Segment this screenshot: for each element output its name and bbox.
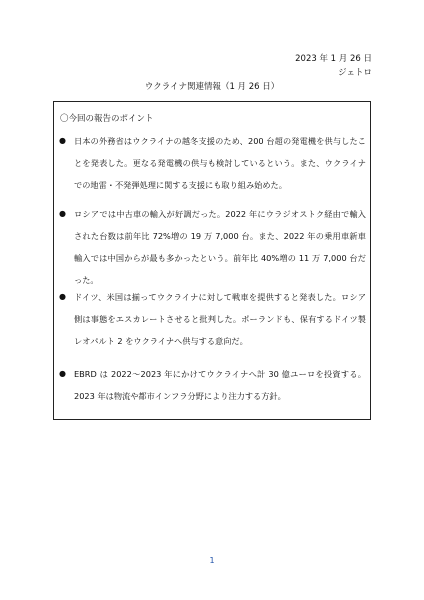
list-item-text: 日本の外務省はウクライナの越冬支援のため、200 台超の発電機を供与したことを発表した。更なる発電機の供与も検討しているという。また、ウクライナでの地雷・不発弾処理に関する支援にも取り組み始めた。 bbox=[74, 136, 366, 190]
document-title: ウクライナ関連情報（1 月 26 日） bbox=[144, 82, 280, 92]
bullet-icon: ● bbox=[59, 292, 66, 301]
list-item-text: ドイツ、米国は揃ってウクライナに対して戦車を提供すると発表した。ロシア側は事態をエスカレートさせると批判した。ポーランドも、保有するドイツ製レオパルト 2 をウクライナへ供与する意向だ。 bbox=[74, 292, 366, 346]
key-points-heading: 〇今回の報告のポイント bbox=[60, 114, 154, 124]
list-item-text: ロシアでは中古車の輸入が好調だった。2022 年にウラジオストク経由で輸入された台数は前年比 72%増の 19 万 7,000 台。また、2022 年の乗用車新車輸入では中国からが最も多かったという。前年比 40%増の 11 万 7,000 台だった。 bbox=[74, 209, 366, 285]
organization-name: ジェトロ bbox=[338, 68, 372, 78]
document-date: 2023 年 1 月 26 日 bbox=[295, 54, 372, 64]
bullet-icon: ● bbox=[59, 369, 66, 378]
bullet-icon: ● bbox=[59, 209, 66, 218]
page-number: 1 bbox=[209, 556, 215, 565]
bullet-icon: ● bbox=[59, 136, 66, 145]
list-item-text: EBRD は 2022～2023 年にかけてウクライナへ計 30 億ユーロを投資する。2023 年は物流や都市インフラ分野により注力する方針。 bbox=[74, 369, 366, 401]
key-points-box bbox=[53, 101, 371, 420]
